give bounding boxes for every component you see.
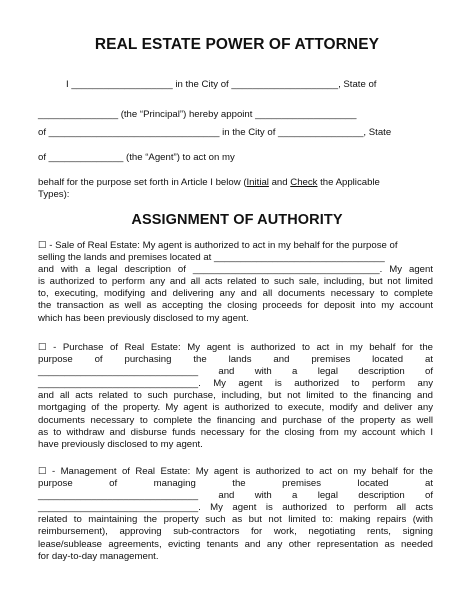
sale-paragraph [38, 240, 433, 325]
purchase-line: ☐ - Purchase of Real Estate: My agent is authorized to act in my behalf for the [38, 342, 433, 353]
management-line: related to maintaining the property such as but not limited to: making repairs (with [38, 514, 433, 526]
management-line: for day-to-day management. [38, 550, 159, 562]
intro-line-6: Types): [38, 189, 70, 200]
sale-line: which has been previously disclosed to my agent. [38, 312, 249, 324]
management-paragraph [38, 466, 433, 563]
management-line: ______________________________. My agent is authorized to perform all acts [38, 502, 433, 514]
purchase-line: purpose of purchasing the lands and premises located at [38, 354, 433, 366]
management-line: ______________________________ and with a legal description of [38, 490, 433, 502]
initial-word: Initial [246, 177, 269, 188]
intro-line-1: I ___________________ in the City of ____________________, State of [66, 79, 377, 90]
purchase-paragraph [38, 342, 433, 451]
management-line: reimbursement), approving sub-contractors for work, negotiating rents, signing [38, 526, 433, 538]
management-line: purpose of managing the premises located at [38, 478, 433, 490]
section-heading: ASSIGNMENT OF AUTHORITY [131, 212, 343, 228]
document-title: REAL ESTATE POWER OF ATTORNEY [94, 36, 380, 53]
intro-line-5-and: and [268, 177, 291, 188]
purchase-line: ______________________________. My agent is authorized to perform any [38, 378, 433, 390]
intro-line-2: _______________ (the “Principal”) hereby appoint ___________________ [38, 109, 357, 120]
sale-line: ☐ - Sale of Real Estate: My agent is authorized to act in my behalf for the purpose of [38, 240, 398, 251]
intro-line-5-pre: behalf for the purpose set forth in Article I below ( [38, 177, 247, 188]
purchase-line: documents necessary to complete the financing and purchase of the property as well [38, 414, 433, 426]
purchase-line: mortgaging of the property. My agent is authorized to execute, modify and deliver any [38, 402, 433, 414]
intro-line-3: of ________________________________ in the City of ________________, State [38, 127, 392, 138]
purchase-line: ______________________________ and with a legal description of [38, 366, 433, 378]
sale-line: and with a legal description of ___________________________________. My agent [38, 264, 433, 276]
check-word: Check [290, 177, 318, 188]
intro-line-5-post: the Applicable [317, 177, 380, 188]
sale-line: selling the lands and premises located at ________________________________ [38, 252, 385, 264]
intro-line-5 [38, 177, 380, 189]
intro-line-4: of ______________ (the “Agent”) to act on my [38, 152, 235, 163]
sale-line: is authorized to perform any and all acts related to such sale, including, but not limited [38, 276, 433, 288]
purchase-line: as to withdraw and disburse funds necessary for the closing from my account which I [38, 426, 433, 438]
purchase-line: and all acts related to such purchase, including, but not limited to the financing and [38, 390, 433, 402]
purchase-line: have previously disclosed to my agent. [38, 438, 203, 450]
management-line: lease/sublease agreements, evicting tenants and any other representation as needed [38, 538, 433, 550]
sale-line: to, executing, modifying and delivering any and all documents necessary to complete [38, 288, 433, 300]
management-line: ☐ - Management of Real Estate: My agent is authorized to act on my behalf for the [38, 466, 433, 477]
sale-line: the transaction as well as accepting the closing proceeds for deposit into my account [38, 300, 433, 312]
